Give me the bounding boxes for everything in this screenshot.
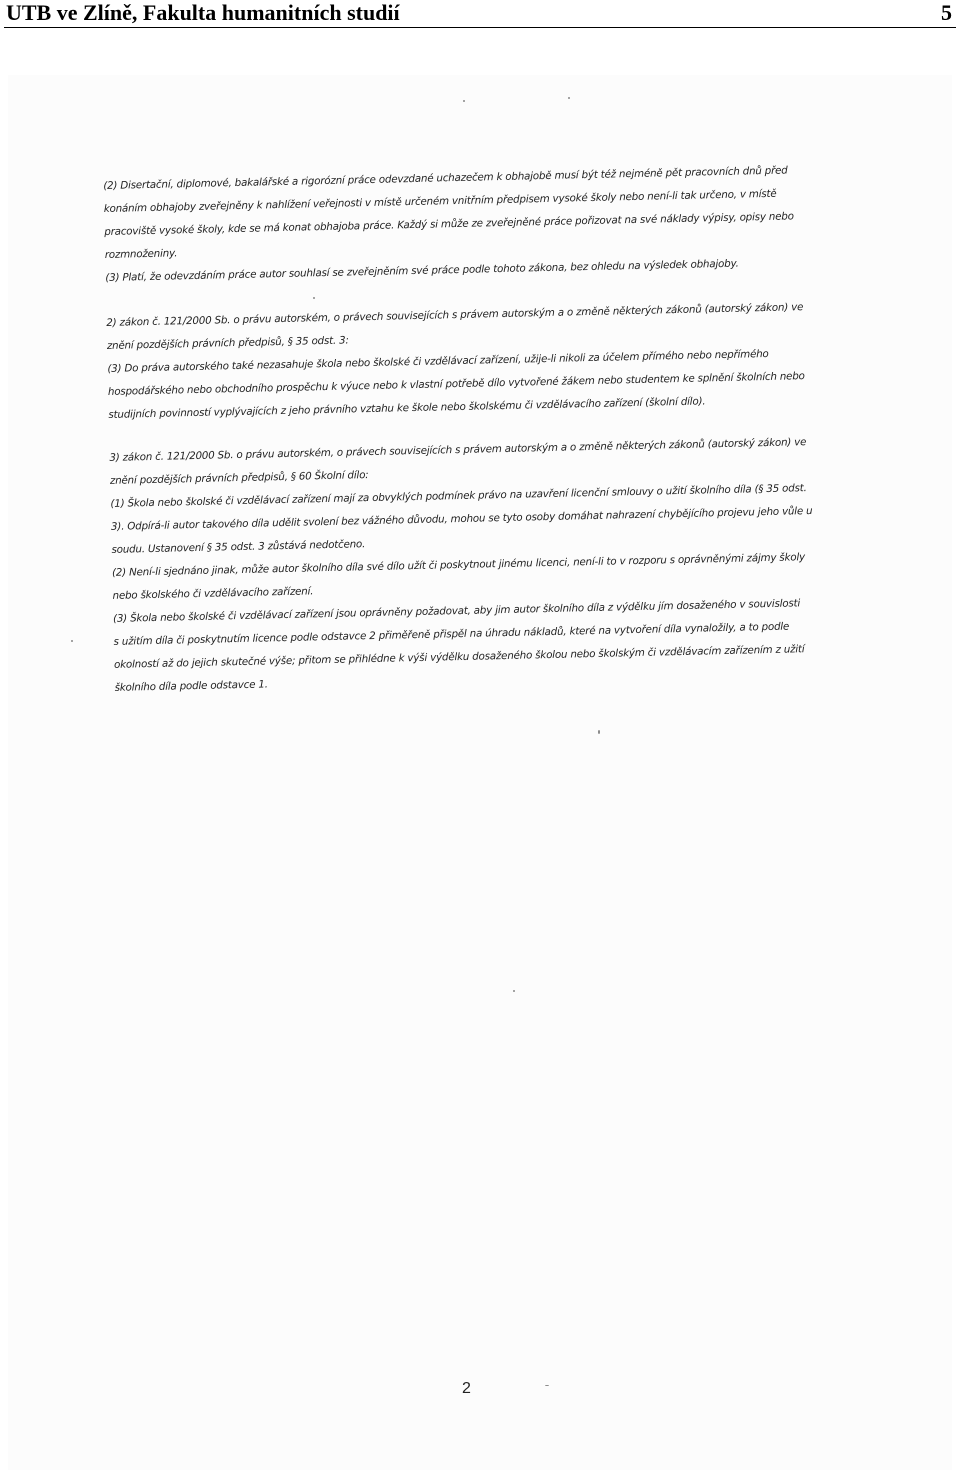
text-line: hospodářského nebo obchodního prospěchu k výuce nebo k vlastní potřebě dílo vytvořené žákem nebo studentem ke splnění školních nebo (107, 370, 805, 398)
text-line: školního díla podle odstavce 1. (114, 678, 268, 694)
text-line: studijních povinností vyplývajících z jeho právního vztahu ke škole nebo školskému či vzdělávacího zařízení (školní dílo). (108, 395, 706, 421)
text-line: (1) Škola nebo školské či vzdělávací zařízení mají za obvyklých podmínek právo na uzavření licenční smlouvy o užití školního díla (§ 35 odst. (110, 482, 807, 510)
text-line: 3). Odpírá-li autor takového díla udělit svolení bez vážného důvodu, mohou se tyto osoby domáhat nahrazení chybějícího projevu jeho vůle u (110, 504, 813, 533)
text-line: (2) Není-li sjednáno jinak, může autor školního díla své dílo užít či poskytnout jinému licenci, není-li to v rozporu s oprávněnými zájmy školy (111, 551, 806, 579)
text-line: 3) zákon č. 121/2000 Sb. o právu autorském, o právech souvisejících s právem autorským a o změně některých zákonů (autorský zákon) ve (109, 436, 807, 464)
text-line: nebo školského či vzdělávacího zařízení. (112, 585, 314, 602)
text-line: soudu. Ustanovení § 35 odst. 3 zůstává nedotčeno. (111, 538, 366, 556)
scan-speck (545, 1385, 549, 1386)
scan-text (103, 158, 845, 699)
text-line: s užitím díla či poskytnutím licence podle odstavce 2 přiměřeně přispěl na úhradu nákladů, které na vytvoření díla vynaložily, a to podle (113, 620, 790, 648)
text-line: (2) Disertační, diplomové, bakalářské a rigorózní práce odevzdané uchazečem k obhajobě musí být též nejméně pět pracovních dnů před (103, 164, 788, 192)
text-line: rozmnoženiny. (104, 247, 178, 261)
header-rule (4, 27, 956, 28)
text-line: konáním obhajoby zveřejněny k nahlížení veřejnosti v místě určeném vnitřním předpisem vysoké školy nebo není-li tak určeno, v místě (103, 187, 777, 215)
scan-speck (568, 97, 570, 99)
text-line: (3) Škola nebo školské či vzdělávací zařízení jsou oprávněny požadovat, aby jim autor školního díla z výdělku jím dosaženého v souvislosti (112, 597, 801, 625)
header-title: UTB ve Zlíně, Fakulta humanitních studií (6, 0, 400, 25)
scan-page-number: 2 (462, 1380, 471, 1397)
text-line: (3) Do práva autorského také nezasahuje škola nebo školské či vzdělávací zařízení, užije-li nikoli za účelem přímého nebo nepřímého (107, 347, 769, 375)
page-header (0, 0, 960, 28)
text-line: 2) zákon č. 121/2000 Sb. o právu autorském, o právech souvisejících s právem autorským a o změně některých zákonů (autorský zákon) ve (106, 301, 804, 329)
scanned-page (8, 75, 952, 1470)
text-line: znění pozdějších právních předpisů, § 35 odst. 3: (106, 334, 349, 352)
text-line: znění pozdějších právních předpisů, § 60 Školní dílo: (109, 469, 369, 487)
text-line: pracoviště vysoké školy, kde se má konat obhajoba práce. Každý si může ze zveřejněné práce pořizovat na své náklady výpisy, opisy nebo (104, 210, 794, 238)
text-line: okolností až do jejich skutečné výše; přitom se přihlédne k výši výdělku dosaženého školou nebo školským či vzdělávacím zařízením z užití (113, 643, 805, 671)
text-line: (3) Platí, že odevzdáním práce autor souhlasí se zveřejněním své práce podle tohoto zákona, bez ohledu na výsledek obhajoby. (105, 257, 739, 284)
scan-speck (598, 730, 600, 734)
scan-speck (71, 640, 73, 642)
scan-speck (513, 990, 515, 992)
header-page-number: 5 (941, 0, 952, 25)
scan-speck (463, 100, 465, 102)
